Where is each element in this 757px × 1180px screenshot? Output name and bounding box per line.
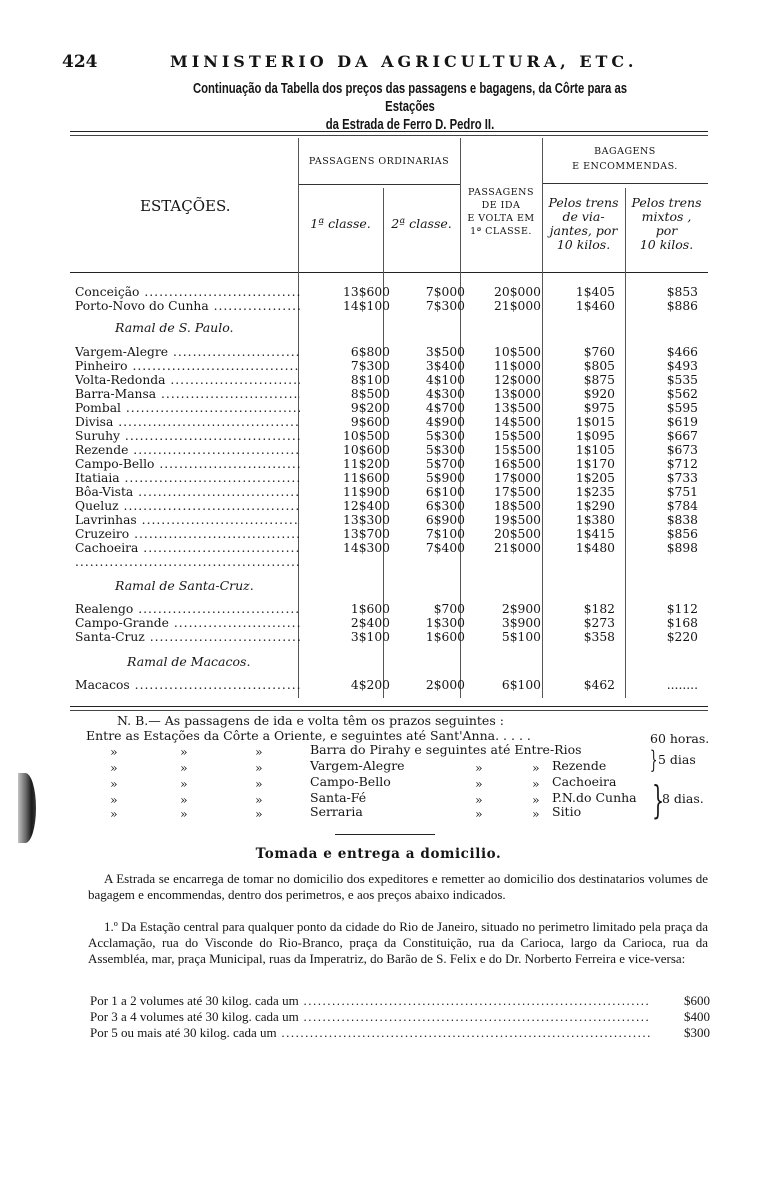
table-bottom-rule: [70, 706, 708, 707]
col-header-stations: ESTAÇÕES.: [140, 197, 231, 215]
ditto-mark: »: [110, 792, 118, 807]
section-heading-santa-cruz: Ramal de Santa-Cruz.: [115, 578, 254, 593]
ditto-mark: »: [475, 792, 483, 807]
subtitle-line-1: Continuação da Tabella dos preços das passagens e bagagens, da Côrte para as Estações: [192, 81, 628, 115]
table-subtitle: [168, 80, 652, 134]
note-line-1: Entre as Estações da Côrte a Oriente, e seguintes até Sant'Anna. . . . .: [86, 728, 531, 743]
ditto-mark: »: [475, 760, 483, 775]
ditto-mark: »: [532, 760, 540, 775]
note-row-from: Vargem-Alegre: [310, 758, 405, 773]
col-group-baggage: BAGAGENS E ENCOMMENDAS.: [572, 146, 678, 172]
ditto-mark: »: [255, 776, 263, 791]
note-term-8-dias: 8 dias.: [662, 791, 704, 806]
ditto-mark: »: [110, 744, 118, 759]
ditto-mark: »: [180, 760, 188, 775]
section-title-delivery: Tomada e entrega a domicilio.: [255, 846, 502, 862]
note-row-from: Campo-Bello: [310, 774, 391, 789]
ditto-mark: »: [180, 776, 188, 791]
ditto-mark: »: [255, 744, 263, 759]
scan-margin-artifact: [18, 773, 36, 843]
subtitle-line-2: da Estrada de Ferro D. Pedro II.: [325, 117, 495, 133]
note-row-to: P.N.do Cunha: [552, 790, 637, 805]
price-row: Por 5 ou mais até 30 kilog. cada um ..... $300: [90, 1025, 710, 1041]
ditto-mark: »: [110, 776, 118, 791]
header-bottom-rule: [70, 272, 708, 273]
ditto-mark: »: [110, 806, 118, 821]
ditto-mark: »: [180, 806, 188, 821]
note-row-to: Cachoeira: [552, 774, 617, 789]
note-term-5-dias: 5 dias: [658, 752, 696, 767]
note-row-from: Barra do Pirahy e seguintes até Entre-Rios: [310, 742, 582, 757]
ditto-mark: »: [532, 776, 540, 791]
price-row: Por 3 a 4 volumes até 30 kilog. cada um ..... $400: [90, 1009, 710, 1025]
table-bottom-rule-2: [70, 710, 708, 711]
ditto-mark: »: [110, 760, 118, 775]
section-divider: [335, 834, 435, 835]
delivery-paragraph-1: A Estrada se encarrega de tomar no domicilio dos expeditores e remetter ao domicilio dos destinatarios volumes de bagagem e encommendas, dentro dos perimetros, e aos preços abaixo indicados.: [88, 871, 708, 902]
ditto-mark: »: [180, 792, 188, 807]
brace-5-dias: }: [649, 746, 658, 774]
ditto-mark: »: [532, 792, 540, 807]
note-term-60h: 60 horas.: [650, 731, 710, 746]
col-header-mixed-trains: Pelos trens mixtos , por 10 kilos.: [631, 195, 702, 252]
table-top-rule-2: [70, 135, 708, 136]
ditto-mark: »: [475, 806, 483, 821]
running-title: MINISTERIO DA AGRICULTURA, ETC.: [170, 52, 638, 71]
ditto-mark: »: [255, 760, 263, 775]
note-row-from: Santa-Fé: [310, 790, 367, 805]
ditto-mark: »: [255, 806, 263, 821]
ditto-mark: »: [532, 806, 540, 821]
price-row: Por 1 a 2 volumes até 30 kilog. cada um ..... $600: [90, 993, 710, 1009]
baggage-subrule: [542, 183, 708, 184]
col-header-second-class: 2ª classe.: [391, 216, 452, 231]
ditto-mark: »: [180, 744, 188, 759]
ditto-mark: »: [255, 792, 263, 807]
note-row-from: Serraria: [310, 804, 363, 819]
table-top-rule: [70, 131, 708, 132]
section-heading-macacos: Ramal de Macacos.: [127, 654, 251, 669]
delivery-paragraph-2: 1.º Da Estação central para qualquer ponto da cidade do Rio de Janeiro, situado no perimetro limitado pela praça da Acclamação, rua do Visconde do Rio-Branco, praça da Constituição, rua da Carioca, largo da Carioca, rua da Assembléa, mar, praça Municipal, ruas da Imperatriz, do Barão de S. Felix e do Dr. Norberto Ferreira e vice-versa:: [88, 919, 708, 966]
col-group-ordinary: PASSAGENS ORDINARIAS: [308, 156, 450, 167]
ordinary-subrule: [298, 184, 460, 185]
page-number: 424: [62, 52, 98, 72]
brace-8-dias: }: [652, 778, 665, 822]
ditto-mark: »: [475, 776, 483, 791]
note-row-to: Sitio: [552, 804, 582, 819]
note-intro: N. B.— As passagens de ida e volta têm os prazos seguintes :: [117, 713, 504, 728]
col-header-return: PASSAGENS DE IDA E VOLTA EM 1ª CLASSE.: [467, 187, 535, 237]
col-header-passenger-trains: Pelos trens de via- jantes, por 10 kilos.: [548, 195, 619, 252]
note-row-to: Rezende: [552, 758, 607, 773]
col-header-first-class: 1ª classe.: [310, 216, 371, 231]
section-heading-sao-paulo: Ramal de S. Paulo.: [115, 320, 234, 335]
